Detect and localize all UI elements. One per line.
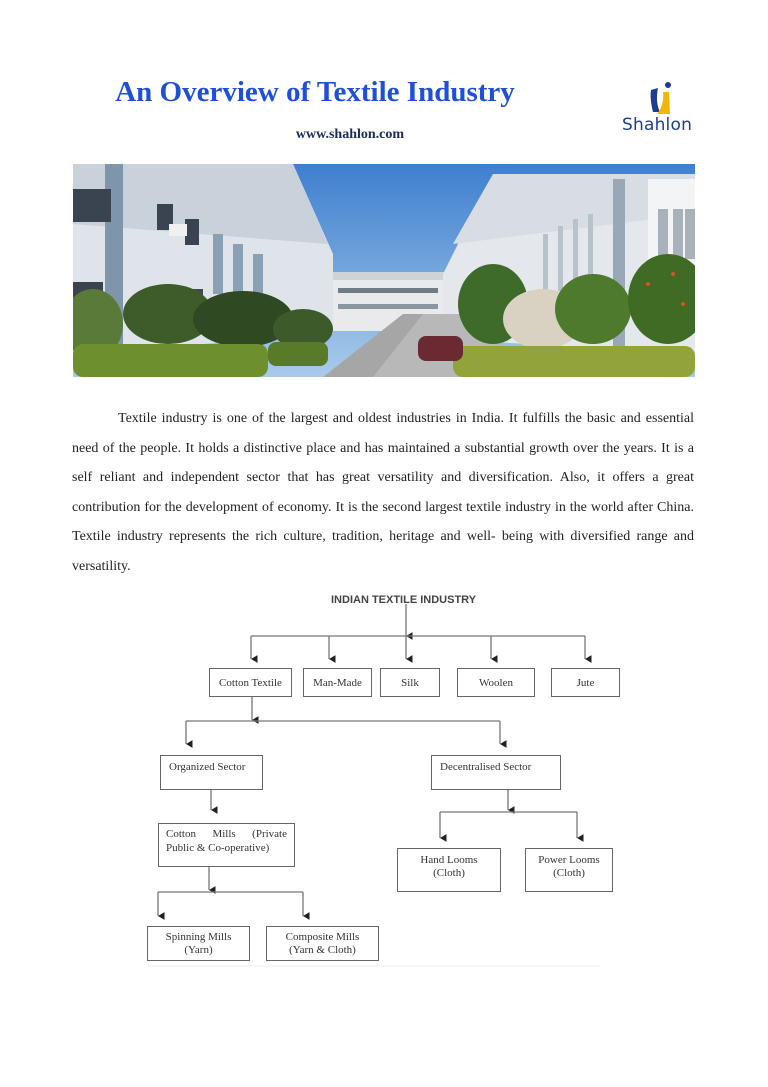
diagram-title: INDIAN TEXTILE INDUSTRY [331,594,477,606]
hand-looms-box [397,848,501,892]
spinning-mills-box [147,926,250,961]
composite-mills-label: Composite Mills [285,930,360,943]
composite-mills-sub: (Yarn & Cloth) [289,943,356,956]
logo-text: Shahlon [622,115,693,135]
power-looms-label: Power Looms [538,854,600,866]
hand-looms-label: Hand Looms [420,854,478,866]
page-title: An Overview of Textile Industry [115,76,515,108]
category-cotton-textile: Cotton Textile [209,668,292,697]
organized-sector-box: Organized Sector [160,755,263,790]
website-url: www.shahlon.com [295,127,405,142]
category-jute: Jute [551,668,620,697]
category-silk: Silk [380,668,440,697]
spinning-mills-sub: (Yarn) [184,943,213,956]
power-looms-sub: (Cloth) [553,867,585,879]
hand-looms-sub: (Cloth) [433,867,465,879]
spinning-mills-label: Spinning Mills [165,930,232,943]
decentralised-sector-box: Decentralised Sector [431,755,561,790]
power-looms-box [525,848,613,892]
paragraph-text: Textile industry is one of the largest and oldest industries in India. It fulfills the basic and essential need of the people. It holds a distinctive place and has maintained a substantial growth over the years. It is a self reliant and independent sector that has great versatility and diversification. Also, it offers a great contribution for the development of economy. It is the second largest textile industry in the world after China. Textile industry represents the rich culture, tradition, heritage and well- being with diversified range and versatility. [72,411,694,574]
cotton-mills-box: Cotton Mills (Private Public & Co-operative) [158,823,295,867]
category-man-made: Man-Made [303,668,372,697]
category-woolen: Woolen [457,668,535,697]
composite-mills-box [266,926,379,961]
